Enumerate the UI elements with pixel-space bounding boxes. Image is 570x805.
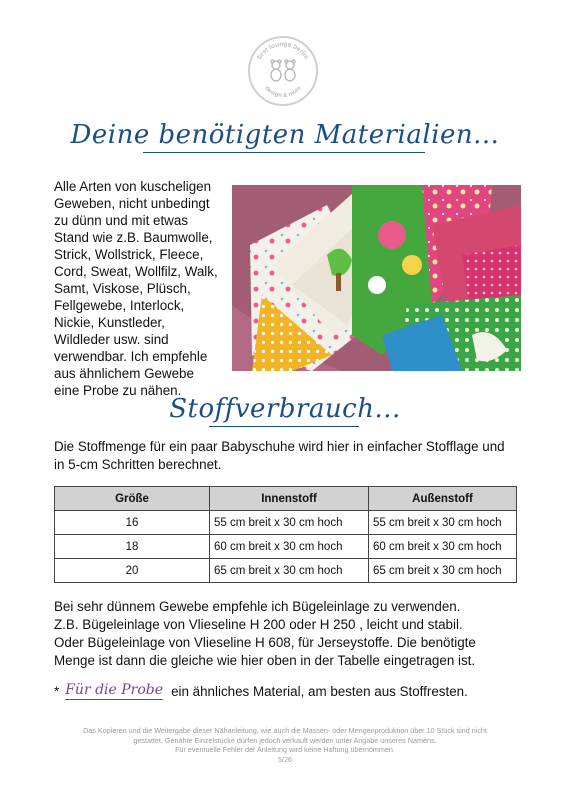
intro-line: eine Probe zu nähen. (54, 383, 182, 398)
svg-text:design & more (263, 85, 303, 99)
materials-heading-underline (143, 152, 425, 153)
fabric-photo (232, 185, 521, 371)
brand-logo (248, 36, 318, 106)
teddy-bears-icon (250, 38, 316, 104)
table-row (55, 535, 517, 559)
intro-line: verwendbar. Ich empfehle (54, 349, 208, 364)
intro-line: zu dünn und mit etwas (54, 213, 188, 228)
footer-line: Das Kopieren und die Weitergabe dieser Nähanleitung, wie auch die Massen- oder Mengenproduktion über 10 Stück sind nicht (83, 726, 487, 735)
intro-line: Cord, Sweat, Wollfilz, Walk, (54, 264, 218, 279)
intro-line: Stand wie z.B. Baumwolle, (54, 230, 213, 245)
fabric-usage-heading: Stoffverbrauch... (169, 394, 401, 424)
intro-line: Fellgewebe, Interlock, (54, 298, 185, 313)
cell-inner-fabric: 65 cm breit x 30 cm hoch (210, 559, 369, 583)
cell-outer-fabric: 65 cm breit x 30 cm hoch (369, 559, 517, 583)
interfacing-line: Oder Bügeleinlage von Vlieseline H 608, für Jerseystoffe. Die benötigte (54, 635, 476, 650)
cell-size: 16 (55, 511, 210, 535)
cell-size: 20 (55, 559, 210, 583)
description-line: in 5-cm Schritten berechnet. (54, 457, 222, 472)
fabric-usage-heading-underline (209, 426, 359, 427)
page-number: 5/26 (278, 754, 292, 764)
interfacing-paragraph (54, 598, 524, 670)
svg-text:first lounge berlin (256, 41, 310, 61)
cell-outer-fabric: 60 cm breit x 30 cm hoch (369, 535, 517, 559)
note-asterisk: * (54, 683, 60, 699)
logo-text-top: first lounge berlin (256, 40, 310, 61)
interfacing-line: Z.B. Bügeleinlage von Vlieseline H 200 oder H 250 , leicht und stabil. (54, 617, 463, 632)
cell-inner-fabric: 55 cm breit x 30 cm hoch (210, 511, 369, 535)
footer-line: Für eventuelle Fehler der Anleitung wird keine Haftung übernommen. (175, 745, 395, 754)
sample-note (54, 682, 468, 700)
table-header-row (55, 487, 517, 511)
intro-line: Alle Arten von kuscheligen (54, 179, 212, 194)
fabric-usage-description (54, 438, 524, 474)
header-size: Größe (55, 487, 210, 511)
logo-text-bottom: design & more (263, 85, 303, 100)
intro-line: Samt, Viskose, Plüsch, (54, 281, 191, 296)
fabric-size-table (54, 486, 517, 583)
cell-inner-fabric: 60 cm breit x 30 cm hoch (210, 535, 369, 559)
intro-line: Strick, Wollstrick, Fleece, (54, 247, 204, 262)
cell-outer-fabric: 55 cm breit x 30 cm hoch (369, 511, 517, 535)
intro-line: Wildleder usw. sind (54, 332, 169, 347)
materials-heading: Deine benötigten Materialien... (70, 120, 500, 150)
interfacing-line: Bei sehr dünnem Gewebe empfehle ich Bügeleinlage zu verwenden. (54, 599, 461, 614)
description-line: Die Stoffmenge für ein paar Babyschuhe wird hier in einfacher Stofflage und (54, 439, 505, 454)
materials-intro (54, 178, 234, 399)
copyright-footer (40, 726, 530, 764)
cell-size: 18 (55, 535, 210, 559)
table-row (55, 559, 517, 583)
note-text: ein ähnliches Material, am besten aus Stoffresten. (171, 683, 468, 699)
intro-line: Nickie, Kunstleder, (54, 315, 165, 330)
intro-line: aus ähnlichem Gewebe (54, 366, 194, 381)
header-outer-fabric: Außenstoff (369, 487, 517, 511)
table-row (55, 511, 517, 535)
header-inner-fabric: Innenstoff (210, 487, 369, 511)
note-label: Für die Probe (65, 682, 164, 698)
footer-line: gestattet. Genähte Einzelstücke dürfen jedoch verkauft werden unter Angabe unseres Namens. (133, 735, 437, 745)
interfacing-line: Menge ist dann die gleiche wie hier oben in der Tabelle eingetragen ist. (54, 653, 476, 668)
intro-line: Geweben, nicht unbedingt (54, 196, 210, 211)
